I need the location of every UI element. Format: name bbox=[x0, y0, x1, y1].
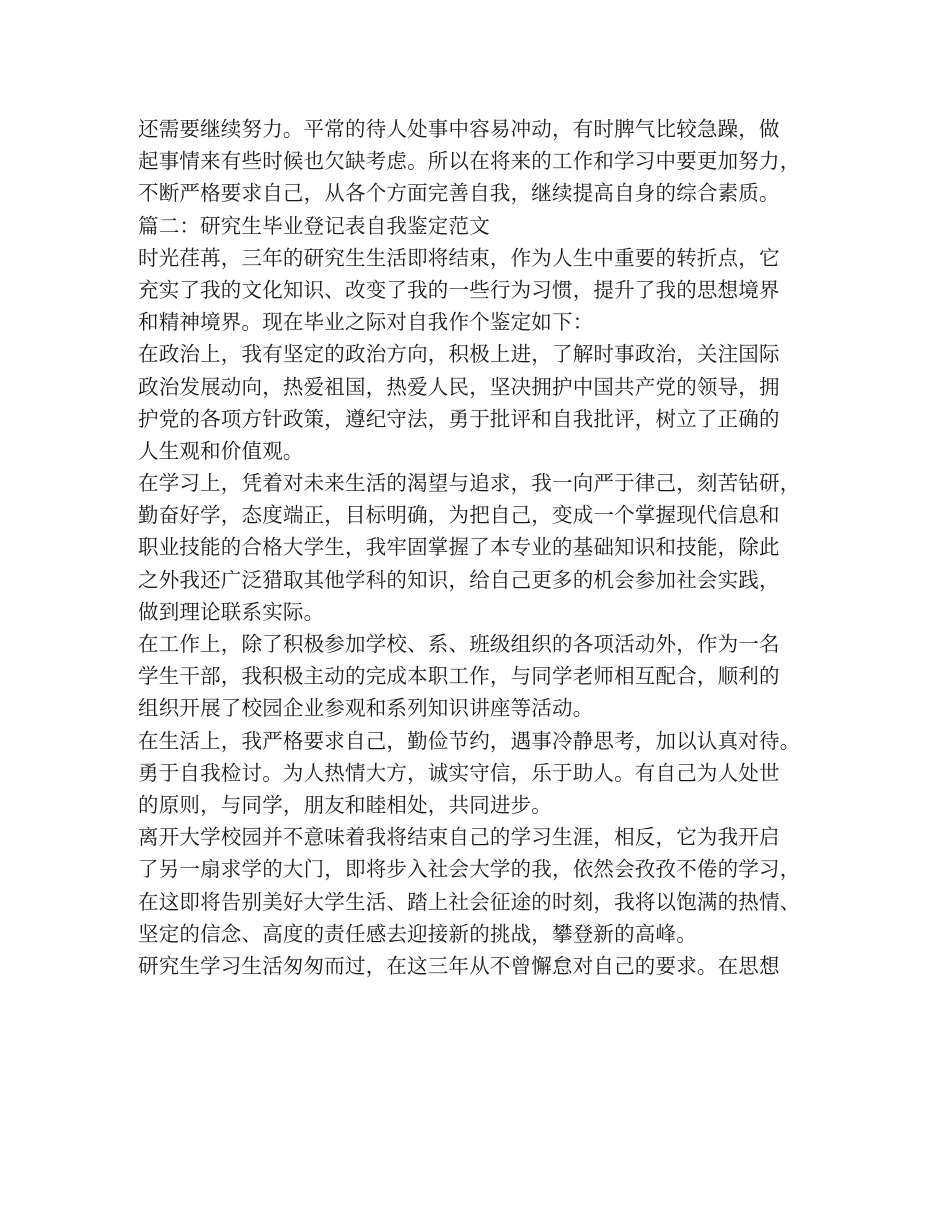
document-body bbox=[138, 113, 822, 982]
text-line: 职业技能的合格大学生，我牢固掌握了本专业的基础知识和技能，除此 bbox=[138, 535, 780, 560]
text-line: 的原则，与同学，朋友和睦相处，共同进步。 bbox=[138, 792, 552, 817]
text-line: 做到理论联系实际。 bbox=[138, 599, 325, 624]
text-line: 勤奋好学，态度端正，目标明确，为把自己，变成一个掌握现代信息和 bbox=[138, 503, 780, 528]
text-line: 在政治上，我有坚定的政治方向，积极上进，了解时事政治，关注国际 bbox=[138, 342, 780, 367]
text-line: 还需要继续努力。平常的待人处事中容易冲动，有时脾气比较急躁，做 bbox=[138, 117, 780, 141]
text-line: 在这即将告别美好大学生活、踏上社会征途的时刻，我将以饱满的热情、 bbox=[138, 889, 801, 914]
text-line: 组织开展了校园企业参观和系列知识讲座等活动。 bbox=[138, 696, 594, 721]
text-line: 学生干部，我积极主动的完成本职工作，与同学老师相互配合，顺利的 bbox=[138, 664, 780, 689]
text-line: 起事情来有些时候也欠缺考虑。所以在将来的工作和学习中要更加努力， bbox=[138, 149, 801, 174]
text-line: 人生观和价值观。 bbox=[138, 438, 304, 463]
text-line: 护党的各项方针政策，遵纪守法，勇于批评和自我批评，树立了正确的 bbox=[138, 406, 780, 431]
text-line: 充实了我的文化知识、改变了我的一些行为习惯，提升了我的思想境界 bbox=[138, 277, 780, 302]
text-line: 了另一扇求学的大门，即将步入社会大学的我，依然会孜孜不倦的学习， bbox=[138, 857, 801, 882]
text-line: 研究生学习生活匆匆而过，在这三年从不曾懈怠对自己的要求。在思想 bbox=[138, 953, 780, 978]
text-line: 在学习上，凭着对未来生活的渴望与追求，我一向严于律己，刻苦钻研， bbox=[138, 471, 801, 496]
text-line: 离开大学校园并不意味着我将结束自己的学习生涯，相反，它为我开启 bbox=[138, 825, 780, 850]
text-line: 坚定的信念、高度的责任感去迎接新的挑战，攀登新的高峰。 bbox=[138, 921, 697, 946]
text-line: 政治发展动向，热爱祖国，热爱人民，坚决拥护中国共产党的领导，拥 bbox=[138, 374, 780, 399]
text-line: 勇于自我检讨。为人热情大方，诚实守信，乐于助人。有自己为人处世 bbox=[138, 760, 780, 785]
text-line: 在生活上，我严格要求自己，勤俭节约，遇事冷静思考，加以认真对待。 bbox=[138, 728, 801, 753]
text-line: 时光荏苒，三年的研究生生活即将结束，作为人生中重要的转折点，它 bbox=[138, 245, 780, 270]
section-heading: 篇二：研究生毕业登记表自我鉴定范文 bbox=[138, 213, 490, 238]
text-line: 之外我还广泛猎取其他学科的知识，给自己更多的机会参加社会实践， bbox=[138, 567, 780, 592]
text-line: 在工作上，除了积极参加学校、系、班级组织的各项活动外，作为一名 bbox=[138, 632, 780, 656]
text-line: 不断严格要求自己，从各个方面完善自我，继续提高自身的综合素质。 bbox=[138, 181, 780, 206]
text-line: 和精神境界。现在毕业之际对自我作个鉴定如下： bbox=[138, 310, 594, 335]
